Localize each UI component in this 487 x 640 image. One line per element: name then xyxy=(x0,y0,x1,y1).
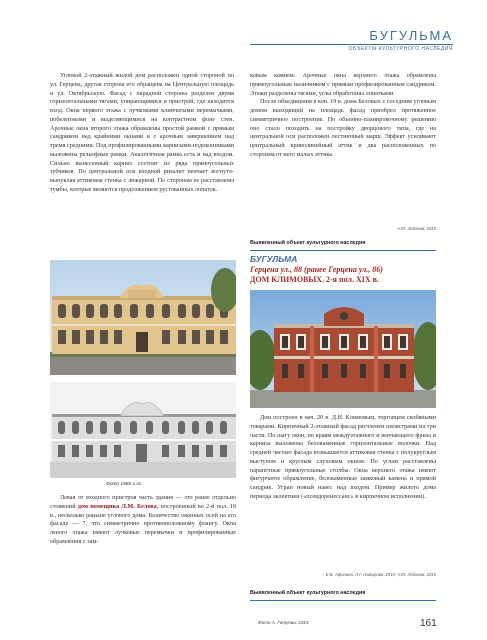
photo-corner-house-1980s xyxy=(50,382,236,478)
house-illustration xyxy=(50,260,236,375)
bold-name: дом помещика Л.М. Белова xyxy=(77,502,157,510)
paragraph: Дом построен в нач. 20 в. Д.Н. Климовым, торговцем скобяными товарами. Кирпичный 2-этажный фасад расчленен пилястрами на три части. По шагу окон, по краям междуэтажного и венчающего фриза и карниза выложены белокаменные горизонтальные полочки. Над средней частью фасада возвышается аттиковая стенка с полукруглым выступом и круглым слуховым окном. По углам расставлены парапетные прямоугольные столбы. Окна верхнего этажа имеют фигурчатое обрамление, белокаменные замковый камень и прямой сандрик. Угран новый навес над входом. Пример жилого дома периода эклектики («псевдоренессанс» в кирпичном исполнении). xyxy=(250,414,436,500)
text-span: Левая от входного пристроя часть здания — это ранее отдельно стоявший xyxy=(50,494,236,510)
paragraph: ковым камнем. Арочные окна верхнего этажа обрамлены прямоугольным наличником с прямым профилированным сандриком. Этажи разделены тягами, углы обработаны лопатками. xyxy=(250,72,436,97)
photo-corner-house-color xyxy=(50,260,236,375)
paragraph: После объединения в кон. 19 в. дома Беловых с соседним угловым домом выходящий на площадь фасад приобрел протяженное симметричное построение. По объемно-планировочному решению оно стало походить на постройку дворцового типа, где на центральной оси расположен лестничный марш. Эффект усиливают центральный криволинейный аттик и два расположенных по сторонам от него малых аттика. xyxy=(250,98,436,158)
photo-klimov-house xyxy=(250,290,436,408)
running-header-subtitle: ОБЪЕКТЫ КУЛЬТУРНОГО НАСЛЕДИЯ xyxy=(348,46,453,52)
section-city: БУГУЛЬМА xyxy=(250,254,298,264)
heritage-label: Выявленный объект культурного наследия xyxy=(250,240,366,246)
section-divider xyxy=(250,600,436,601)
heritage-label: Выявленный объект культурного наследия xyxy=(250,590,366,596)
photo-credit: Фото А. Гатуева, 2015 xyxy=(258,620,309,625)
left-column-bottom-text xyxy=(50,494,236,547)
house-illustration-bw xyxy=(50,382,236,478)
paragraph xyxy=(50,494,236,547)
section-house-title: ДОМ КЛИМОВЫХ. 2-я пол. XIX в. xyxy=(250,275,379,284)
left-column-text xyxy=(50,72,234,195)
header-rule xyxy=(250,44,453,45)
author-signature: А.Ю. Лобанов, 2015 xyxy=(397,226,436,231)
text-span: , построенный во 2-й пол. 19 в., несколько раньше углового дома. Количество оконных осей на его фасаде — 7, что симметрично противоположному флангу. Окна левого этажа имеют лучковые перемычки и профилированные обрамления с зам- xyxy=(50,502,237,545)
page-number: 161 xyxy=(420,618,437,629)
section-address: Герцена ул., 88 (ранее Герцена ул., 86) xyxy=(250,265,383,274)
red-brick-house-illustration xyxy=(250,290,436,408)
section-divider xyxy=(250,250,436,251)
paragraph: Угловой 2-этажный жилой дом расположен одной стороной по ул. Герцена, другая сторона его обращена на Центральную площадь и ул. Октябрьскую. Фасад с парадной стороны разделен двумя горизонтальными тягами, упирающимися в пристрой, где находится вход. Окна первого этажа с лучковыми клинчатыми перемычками, побеленными и выделяющимися на контрастном фоне стен. Арочные окна второго этажа обрамлены простой рамкой с прямым сандриком над крайними окнами и с арочным завершением над тремя средними. Под профилированными карнизами-подоконниками выложены рельефные рамки. Аналогичная рамка есть и над входом. Сильно вынесенный карниз состоит из ряда прямоугольных зубчиков. По центральной оси входной ризалит венчает вогнуто-выпуклая аттиковая стенка с люкарной. По сторонам ее расставлены тумбы, которые являются продолжением рустованных лопаток. xyxy=(50,72,234,193)
section2-text xyxy=(250,414,436,502)
photo-caption: Фото 1980-х гг. xyxy=(106,482,143,487)
author-signature: Е.В. Афонина, Л.Г. Надырова, 2015; А.Ю. Лобанов, 2015 xyxy=(325,572,436,577)
running-header-title: БУГУЛЬМА xyxy=(369,28,453,43)
right-column-text xyxy=(250,72,436,160)
